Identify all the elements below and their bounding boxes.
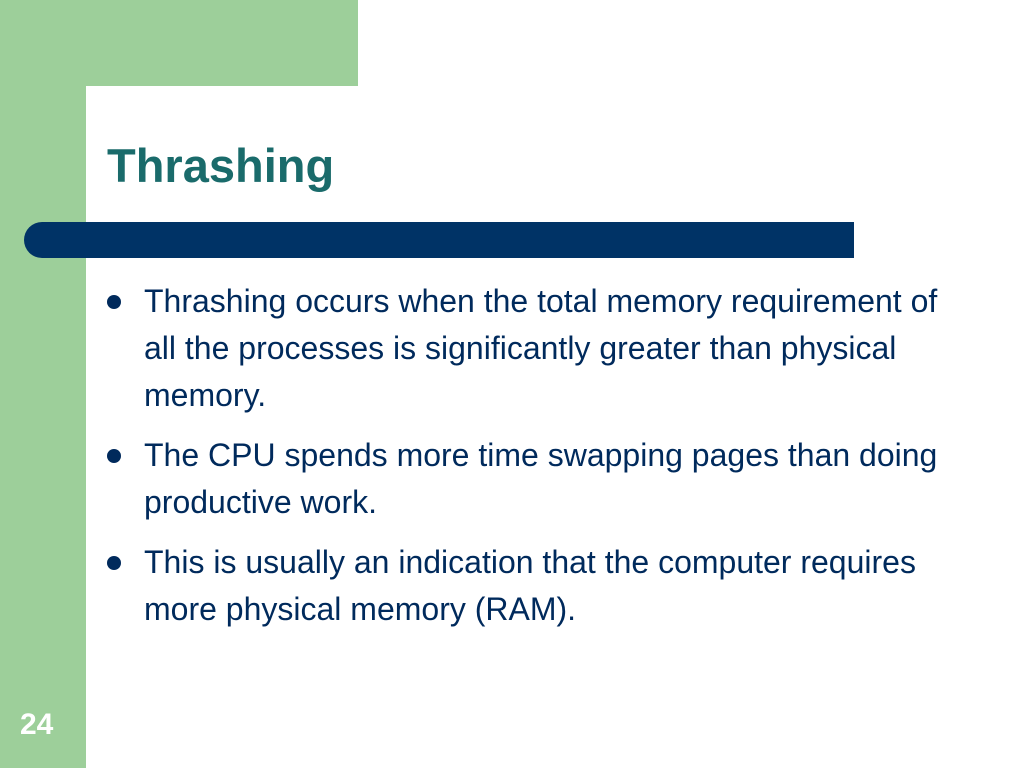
bullet-text: This is usually an indication that the computer requires more physical memory (RAM). — [144, 544, 916, 627]
bullet-dot-icon — [107, 449, 121, 463]
bullet-item — [100, 539, 960, 633]
bullet-item — [100, 278, 960, 419]
bullet-dot-icon — [107, 556, 121, 570]
slide-title: Thrashing — [107, 139, 335, 192]
top-green-band — [0, 0, 358, 86]
slide-number: 24 — [20, 708, 54, 741]
bullet-list — [100, 278, 960, 646]
left-green-band — [0, 0, 86, 768]
bullet-text: Thrashing occurs when the total memory requirement of all the processes is significantly greater than physical memory. — [144, 283, 938, 413]
bullet-dot-icon — [107, 295, 121, 309]
bullet-item — [100, 432, 960, 526]
title-underline-bar — [24, 222, 854, 258]
bullet-text: The CPU spends more time swapping pages than doing productive work. — [144, 437, 938, 520]
